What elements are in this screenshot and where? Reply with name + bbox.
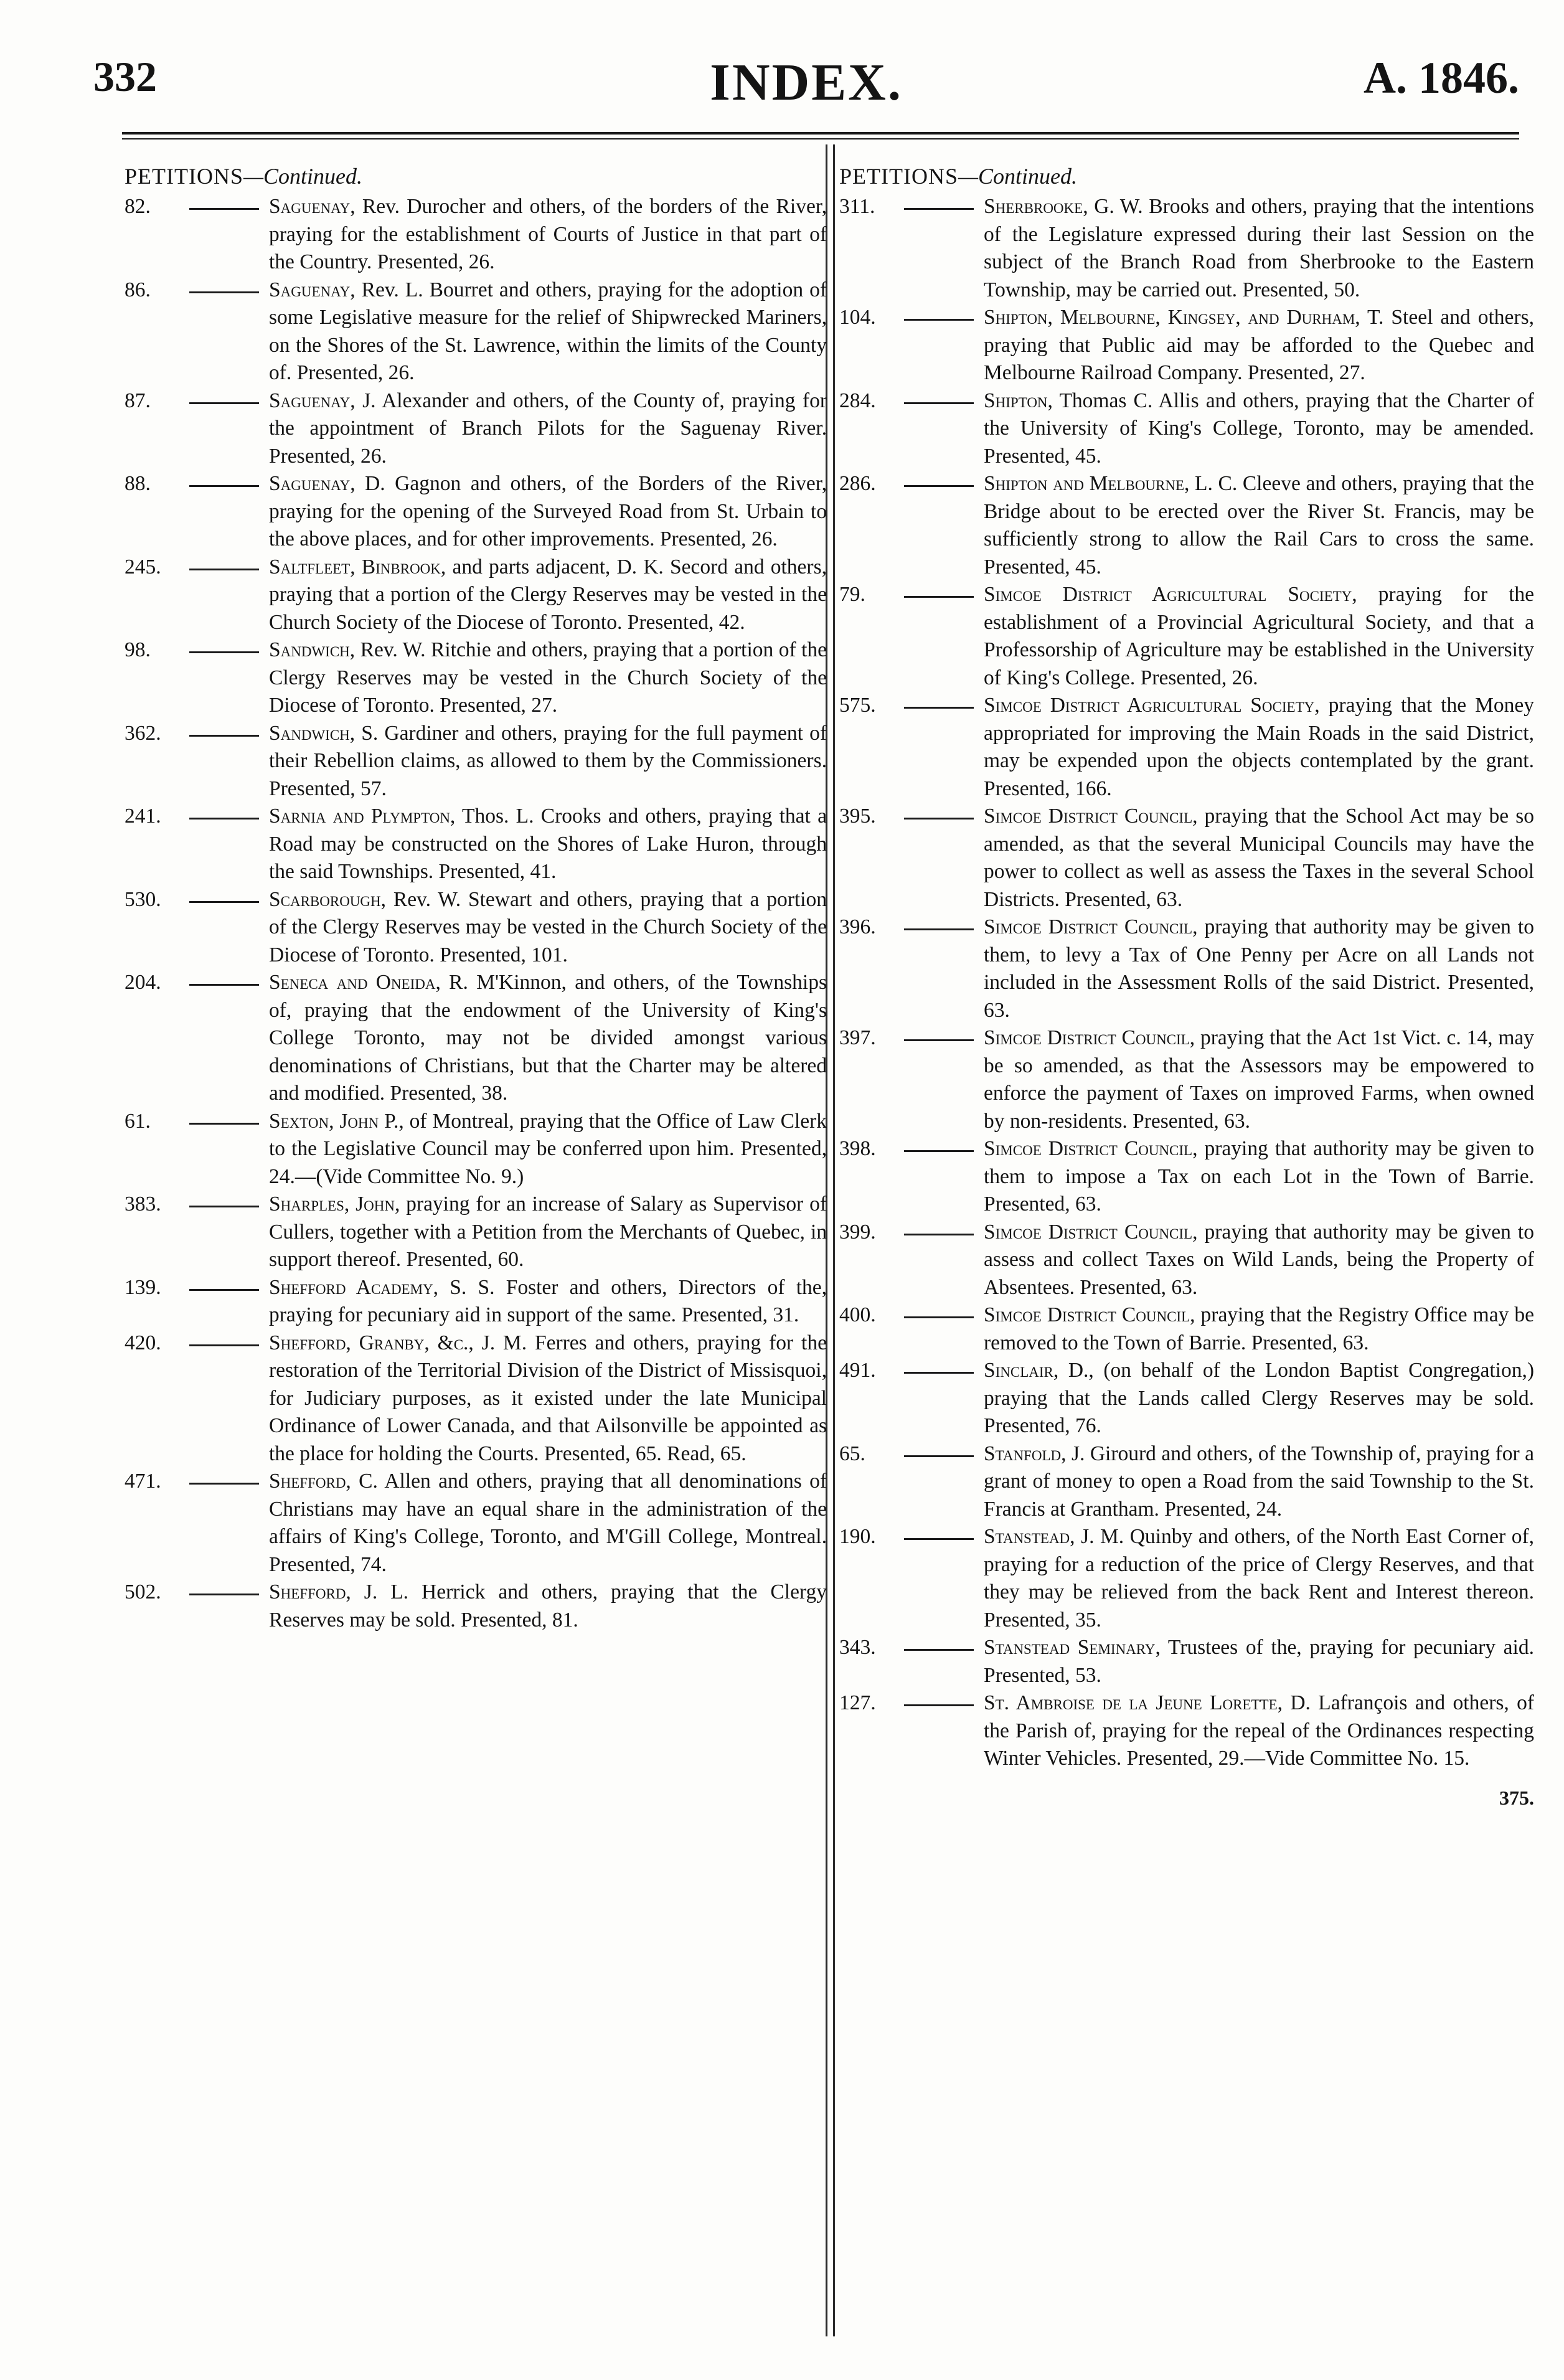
index-entry [125, 1468, 827, 1579]
entry-heading: Simcoe District Council, [984, 1026, 1195, 1049]
entry-text: D. Lafrançois and others, of the Parish of, praying for the repeal of the Ordinances respecting Winter Vehicles. Presented, 29.—Vide Committee No. 15. [984, 1691, 1534, 1770]
index-entry [125, 1191, 827, 1274]
entry-heading: Sexton, John [269, 1109, 379, 1133]
entry-number: 127. [839, 1691, 876, 1714]
column-divider [833, 144, 835, 2336]
entry-rule [189, 818, 259, 819]
entry-list [125, 193, 827, 1634]
catchword: 375. [1499, 1786, 1534, 1809]
index-entry [125, 276, 827, 387]
entry-rule [904, 402, 974, 404]
index-entry [839, 387, 1534, 471]
entry-heading: St. Ambroise de la Jeune Lorette, [984, 1691, 1283, 1714]
entry-text: praying that authority may be given to assess and collect Taxes on Wild Lands, being the Property of Absentees. Presented, 63. [984, 1220, 1534, 1299]
index-entry [839, 803, 1534, 914]
entry-number: 241. [125, 805, 161, 828]
entry-rule [189, 208, 259, 210]
entry-number: 502. [125, 1580, 161, 1603]
entry-text: J. Girourd and others, of the Township of, praying for a grant of money to open a Road from the said Township to the St. Francis at Grantham. Presented, 24. [984, 1442, 1534, 1521]
index-entry [125, 720, 827, 803]
entry-number: 396. [839, 915, 876, 938]
index-entry [839, 1440, 1534, 1524]
entry-number: 397. [839, 1026, 876, 1049]
entry-text: Rev. W. Stewart and others, praying that a portion of the Clergy Reserves may be vested in the Church Society of the Diocese of Toronto. Presented, 101. [269, 887, 827, 966]
entry-rule [904, 1455, 974, 1457]
index-entry [125, 387, 827, 471]
entry-heading: Sandwich, [269, 638, 356, 661]
entry-text: G. W. Brooks and others, praying that the intentions of the Legislature expressed during their last Session on the subject of the Branch Road from Sherbrooke to the Eastern Township, may be carried out. Presented, 50. [984, 195, 1534, 301]
header-rule [122, 132, 1519, 135]
entry-heading: Simcoe District Council, [984, 1303, 1195, 1326]
index-entry [839, 914, 1534, 1024]
entry-number: 104. [839, 306, 876, 329]
entry-text: Rev. L. Bourret and others, praying for the adoption of some Legislative measure for the relief of Shipwrecked Mariners, on the Shores of the St. Lawrence, within the limits of the County of. Presented, 26. [269, 278, 827, 384]
entry-heading: Shefford, [269, 1580, 351, 1603]
entry-rule [904, 1704, 974, 1706]
entry-list [839, 193, 1534, 1773]
entry-rule [904, 596, 974, 598]
entry-text: praying that the Money appropriated for improving the Main Roads in the said District, may be expended upon the objects contemplated by the grant. Presented, 166. [984, 694, 1534, 800]
entry-text: D. Gagnon and others, of the Borders of the River, praying for the opening of the Surveyed Road from St. Urbain to the above places, and for other improvements. Presented, 26. [269, 472, 827, 550]
entry-number: 190. [839, 1525, 876, 1548]
entry-number: 471. [125, 1470, 161, 1493]
index-entry [839, 1024, 1534, 1135]
right-column [839, 163, 1534, 1810]
entry-number: 286. [839, 472, 876, 495]
entry-heading: Simcoe District Council, [984, 915, 1198, 938]
index-entry [839, 1634, 1534, 1689]
entry-rule [189, 984, 259, 986]
entry-number: 284. [839, 389, 876, 412]
index-entry [839, 581, 1534, 692]
entry-rule [904, 1150, 974, 1152]
entry-rule [189, 1483, 259, 1485]
entry-heading: Saguenay, [269, 472, 356, 495]
entry-text: L. C. Cleeve and others, praying that the Bridge about to be erected over the River St. Francis, may be sufficiently strong to allow the Rail Cars to cross the same. Presented, 45. [984, 472, 1534, 578]
header-rule-thin [122, 138, 1519, 139]
entry-number: 398. [839, 1137, 876, 1160]
index-entry [839, 1689, 1534, 1773]
entry-number: 399. [839, 1220, 876, 1244]
index-entry [839, 304, 1534, 387]
entry-number: 82. [125, 195, 151, 218]
entry-heading: Saguenay, [269, 278, 356, 301]
entry-rule [189, 1594, 259, 1595]
entry-heading: Shipton, [984, 389, 1053, 412]
entry-rule [904, 1538, 974, 1540]
entry-text: J. M. Ferres and others, praying for the restoration of the Territorial Division of the District of Missisquoi, for Judiciary purposes, as it existed under the late Municipal Ordinance of Lower Canada, and that Ailsonville be appointed as the place for holding the Courts. Presented, 65. Read, 65. [269, 1331, 827, 1465]
index-entry [125, 886, 827, 970]
entry-number: 88. [125, 472, 151, 495]
entry-text: praying for the establishment of a Provincial Agricultural Society, and that a Professorship of Agriculture may be established in the University of King's College. Presented, 26. [984, 583, 1534, 689]
index-entry [125, 636, 827, 720]
entry-heading: Scarborough, [269, 887, 387, 911]
entry-heading: Saguenay, [269, 389, 356, 412]
entry-text: R. M'Kinnon, and others, of the Townships of, praying that the endowment of the University of King's College Toronto, may not be divided amongst various denominations of Christians, but that the Charter may be altered and modified. Presented, 38. [269, 971, 827, 1105]
entry-heading: Sinclair, [984, 1359, 1059, 1382]
entry-text: D., (on behalf of the London Baptist Congregation,) praying that the Lands called Clergy Reserves may be sold. Presented, 76. [984, 1359, 1534, 1437]
entry-heading: Simcoe District Council, [984, 1137, 1198, 1160]
entry-heading: Simcoe District Agricultural Society, [984, 694, 1320, 717]
entry-text: Thos. L. Crooks and others, praying that a Road may be constructed on the Shores of Lake Huron, through the said Townships. Presented, 41. [269, 805, 827, 883]
entry-number: 395. [839, 805, 876, 828]
entry-number: 362. [125, 721, 161, 745]
entry-text: Rev. W. Ritchie and others, praying that a portion of the Clergy Reserves may be vested in the Church Society of the Diocese of Toronto. Presented, 27. [269, 638, 827, 717]
entry-number: 61. [125, 1109, 151, 1133]
index-entry [125, 803, 827, 886]
index-entry [839, 1523, 1534, 1634]
entry-text: S. S. Foster and others, Directors of the, praying for pecuniary aid in support of the same. Presented, 31. [269, 1275, 827, 1326]
entry-rule [189, 485, 259, 487]
left-column [125, 163, 827, 1634]
column-heading: PETITIONS—Continued. [125, 164, 363, 189]
entry-heading: Stanstead, [984, 1525, 1075, 1548]
entry-text: and parts adjacent, D. K. Secord and others, praying that a portion of the Clergy Reserves may be vested in the Church Society of the Diocese of Toronto. Presented, 42. [269, 555, 827, 634]
entry-number: 575. [839, 694, 876, 717]
index-entry [125, 193, 827, 276]
index-entry [125, 969, 827, 1108]
entry-number: 343. [839, 1636, 876, 1659]
entry-number: 98. [125, 638, 151, 661]
entry-text: J. Alexander and others, of the County of, praying for the appointment of Branch Pilots for the Saguenay River. Presented, 26. [269, 389, 827, 468]
entry-rule [189, 291, 259, 293]
entry-rule [904, 818, 974, 819]
entry-text: praying that authority may be given to them, to levy a Tax of One Penny per Acre on all Lands not included in the Assessment Rolls of the said District. Presented, 63. [984, 915, 1534, 1022]
entry-number: 86. [125, 278, 151, 301]
entry-rule [904, 1039, 974, 1041]
entry-heading: Simcoe District Council, [984, 805, 1198, 828]
entry-number: 400. [839, 1303, 876, 1326]
entry-text: T. Steel and others, praying that Public aid may be afforded to the Quebec and Melbourne Railroad Company. Presented, 27. [984, 306, 1534, 384]
entry-rule [904, 1234, 974, 1235]
entry-heading: Sarnia and Plympton, [269, 805, 456, 828]
index-entry [839, 193, 1534, 304]
index-entry [839, 692, 1534, 803]
entry-number: 383. [125, 1192, 161, 1216]
index-entry [125, 554, 827, 637]
index-entry [125, 470, 827, 554]
entry-rule [189, 651, 259, 653]
index-entry [125, 1579, 827, 1634]
entry-number: 65. [839, 1442, 865, 1465]
index-entry [839, 1357, 1534, 1440]
entry-rule [904, 208, 974, 210]
entry-rule [904, 319, 974, 321]
entry-number: 530. [125, 887, 161, 911]
entry-number: 79. [839, 583, 865, 606]
index-entry [125, 1274, 827, 1329]
entry-rule [904, 485, 974, 487]
index-entry [839, 1301, 1534, 1357]
entry-rule [904, 1649, 974, 1651]
entry-heading: Saguenay, [269, 195, 356, 218]
entry-number: 491. [839, 1359, 876, 1382]
entry-rule [904, 928, 974, 930]
entry-text: J. M. Quinby and others, of the North East Corner of, praying for a reduction of the price of Clergy Reserves, and that they may be relieved from the back Rent and Interest thereon. Presented, 35. [984, 1525, 1534, 1632]
page-year: A. 1846. [1364, 53, 1519, 103]
entry-rule [189, 901, 259, 903]
entry-rule [189, 569, 259, 570]
entry-text: praying for an increase of Salary as Supervisor of Cullers, together with a Petition from the Merchants of Quebec, in support thereof. Presented, 60. [269, 1192, 827, 1271]
entry-heading: Shefford, [269, 1470, 351, 1493]
index-entry [839, 1219, 1534, 1302]
entry-text: praying that authority may be given to them to impose a Tax on each Lot in the Town of Barrie. Presented, 63. [984, 1137, 1534, 1216]
entry-heading: Stanstead Seminary, [984, 1636, 1161, 1659]
entry-heading: Shipton, Melbourne, Kingsey, and Durham, [984, 306, 1360, 329]
entry-heading: Simcoe District Council, [984, 1220, 1198, 1244]
entry-heading: Sherbrooke, [984, 195, 1088, 218]
entry-rule [189, 735, 259, 737]
index-entry [839, 470, 1534, 581]
entry-heading: Sharples, John, [269, 1192, 400, 1216]
entry-heading: Shipton and Melbourne, [984, 472, 1190, 495]
entry-heading: Shefford Academy, [269, 1275, 439, 1299]
entry-text: J. L. Herrick and others, praying that the Clergy Reserves may be sold. Presented, 81. [269, 1580, 827, 1632]
index-entry [839, 1135, 1534, 1219]
index-entry [125, 1329, 827, 1468]
entry-rule [904, 707, 974, 709]
page-title: INDEX. [710, 54, 903, 111]
entry-text: Rev. Durocher and others, of the borders of the River, praying for the establishment of Courts of Justice in that part of the Country. Presented, 26. [269, 195, 827, 273]
entry-text: praying that the Registry Office may be removed to the Town of Barrie. Presented, 63. [984, 1303, 1534, 1354]
entry-heading: Shefford, Granby, &c., [269, 1331, 474, 1354]
entry-rule [189, 1344, 259, 1346]
entry-text: praying that the Act 1st Vict. c. 14, may be so amended, as that the Assessors may be empowered to enforce the payment of Taxes on improved Farms, when owned by non-residents. Presented, 63. [984, 1026, 1535, 1133]
entry-rule [904, 1316, 974, 1318]
entry-number: 87. [125, 389, 151, 412]
entry-heading: Saltfleet, Binbrook, [269, 555, 446, 578]
entry-heading: Sandwich, [269, 721, 356, 745]
entry-text: S. Gardiner and others, praying for the full payment of their Rebellion claims, as allowed to them by the Commissioners. Presented, 57. [269, 721, 827, 800]
entry-rule [189, 1123, 259, 1125]
entry-number: 420. [125, 1331, 161, 1354]
entry-number: 311. [839, 195, 875, 218]
entry-text: P., of Montreal, praying that the Office of Law Clerk to the Legislative Council may be conferred upon him. Presented, 24.—(Vide Committee No. 9.) [269, 1109, 827, 1188]
entry-text: Thomas C. Allis and others, praying that the Charter of the University of King's College, Toronto, may be amended. Presented, 45. [984, 389, 1534, 468]
entry-rule [189, 1206, 259, 1207]
page-number: 332 [93, 53, 157, 100]
column-heading: PETITIONS—Continued. [839, 164, 1078, 189]
entry-number: 245. [125, 555, 161, 578]
entry-number: 139. [125, 1275, 161, 1299]
entry-rule [904, 1372, 974, 1374]
entry-heading: Seneca and Oneida, [269, 971, 441, 994]
entry-text: Trustees of the, praying for pecuniary aid. Presented, 53. [984, 1636, 1534, 1687]
entry-heading: Simcoe District Agricultural Society, [984, 583, 1357, 606]
page-header [93, 44, 1519, 112]
entry-text: C. Allen and others, praying that all denominations of Christians may have an equal share in the administration of the affairs of King's College, Toronto, and M'Gill College, Montreal. Presented, 74. [269, 1470, 827, 1576]
entry-text: praying that the School Act may be so amended, as that the several Municipal Councils may have the power to collect as well as assess the Taxes in the several School Districts. Presented, 63. [984, 805, 1535, 911]
entry-heading: Stanfold, [984, 1442, 1067, 1465]
entry-rule [189, 1289, 259, 1291]
entry-number: 204. [125, 971, 161, 994]
index-entry [125, 1108, 827, 1191]
entry-rule [189, 402, 259, 404]
